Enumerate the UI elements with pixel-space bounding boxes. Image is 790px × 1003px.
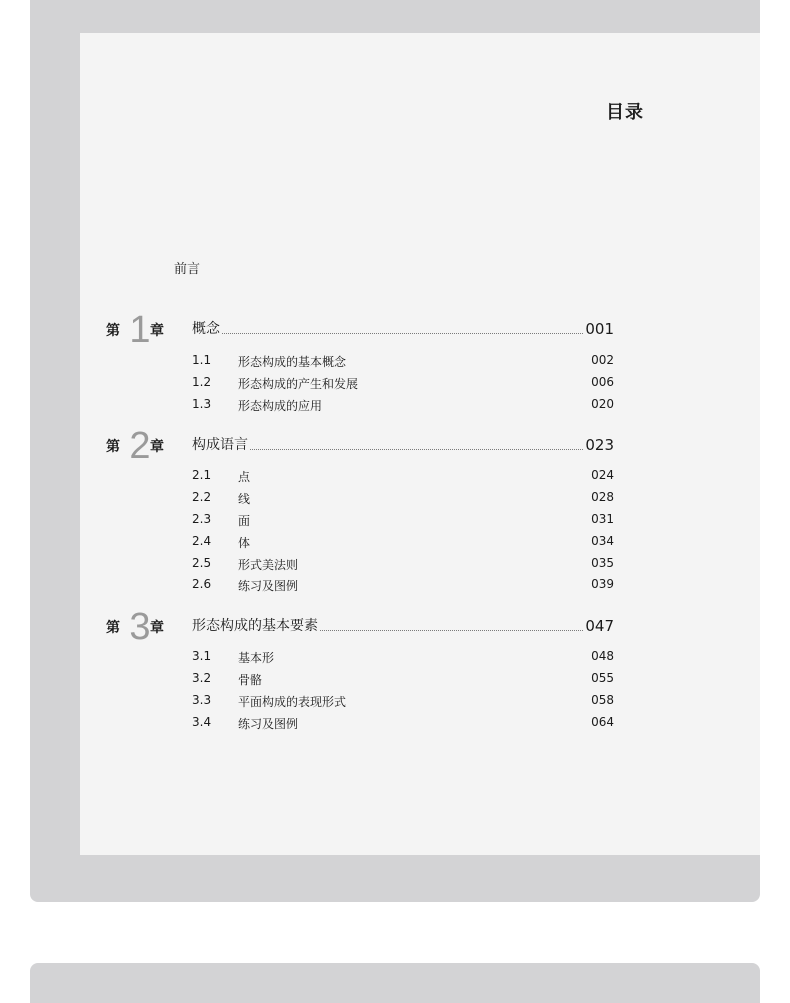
chapter-title: 构成语言 [192, 437, 248, 453]
section-name: 平面构成的表现形式 [238, 695, 347, 709]
section-page: 035 [591, 556, 614, 570]
chapter-title-line [192, 318, 614, 338]
section-number: 2.5 [192, 556, 212, 570]
dot-leader [250, 448, 583, 450]
section-name: 练习及图例 [238, 717, 299, 731]
section-name: 形式美法则 [238, 558, 299, 572]
section-page: 024 [591, 468, 614, 482]
section-name: 形态构成的基本概念 [238, 355, 347, 369]
toc-section-row [192, 649, 614, 669]
toc-section-row [192, 715, 614, 735]
chapter-tail: 章 [150, 620, 164, 636]
chapter-2-heading [106, 425, 614, 467]
chapter-page: 047 [585, 617, 614, 635]
chapter-tail: 章 [150, 323, 164, 339]
toc-preface: 前言 [174, 262, 201, 277]
section-number: 2.2 [192, 490, 212, 504]
toc-section-row [192, 353, 614, 373]
section-number: 2.1 [192, 468, 212, 482]
section-page: 039 [591, 577, 614, 591]
section-name: 骨骼 [238, 673, 263, 687]
section-name: 体 [238, 536, 251, 550]
chapter-page: 023 [585, 436, 614, 454]
toc-section-row [192, 512, 614, 532]
toc-section-row [192, 490, 614, 510]
section-number: 2.3 [192, 512, 212, 526]
section-name: 线 [238, 492, 251, 506]
toc-section-row [192, 671, 614, 691]
section-name: 点 [238, 470, 251, 484]
section-page: 064 [591, 715, 614, 729]
chapter-title-line [192, 434, 614, 454]
chapter-lead: 第 [106, 620, 120, 636]
chapter-title: 形态构成的基本要素 [192, 618, 318, 634]
toc-section-row [192, 577, 614, 597]
dot-leader [222, 332, 583, 334]
section-name: 练习及图例 [238, 579, 299, 593]
toc-section-row [192, 556, 614, 576]
next-page-frame [30, 963, 760, 1003]
section-page: 002 [591, 353, 614, 367]
section-page: 028 [591, 490, 614, 504]
section-name: 形态构成的应用 [238, 399, 323, 413]
chapter-tail: 章 [150, 439, 164, 455]
page-title: 目录 [606, 102, 644, 123]
section-number: 1.1 [192, 353, 212, 367]
section-number: 3.1 [192, 649, 212, 663]
section-page: 020 [591, 397, 614, 411]
section-name: 形态构成的产生和发展 [238, 377, 359, 391]
section-page: 058 [591, 693, 614, 707]
toc-section-row [192, 397, 614, 417]
chapter-number: 2 [129, 425, 151, 467]
chapter-title: 概念 [192, 321, 220, 337]
chapter-number: 3 [129, 606, 151, 648]
chapter-title-line [192, 615, 614, 635]
section-number: 3.4 [192, 715, 212, 729]
dot-leader [320, 629, 583, 631]
section-number: 3.3 [192, 693, 212, 707]
chapter-number: 1 [129, 309, 151, 351]
toc-section-row [192, 693, 614, 713]
section-page: 048 [591, 649, 614, 663]
section-number: 1.2 [192, 375, 212, 389]
toc-section-row [192, 468, 614, 488]
section-name: 面 [238, 514, 251, 528]
toc-section-row [192, 534, 614, 554]
toc-section-row [192, 375, 614, 395]
chapter-page: 001 [585, 320, 614, 338]
chapter-lead: 第 [106, 439, 120, 455]
chapter-1-heading [106, 309, 614, 351]
section-page: 034 [591, 534, 614, 548]
section-page: 031 [591, 512, 614, 526]
section-number: 2.4 [192, 534, 212, 548]
section-page: 055 [591, 671, 614, 685]
section-number: 2.6 [192, 577, 212, 591]
chapter-lead: 第 [106, 323, 120, 339]
section-page: 006 [591, 375, 614, 389]
section-number: 3.2 [192, 671, 212, 685]
section-number: 1.3 [192, 397, 212, 411]
chapter-3-heading [106, 606, 614, 648]
section-name: 基本形 [238, 651, 275, 665]
